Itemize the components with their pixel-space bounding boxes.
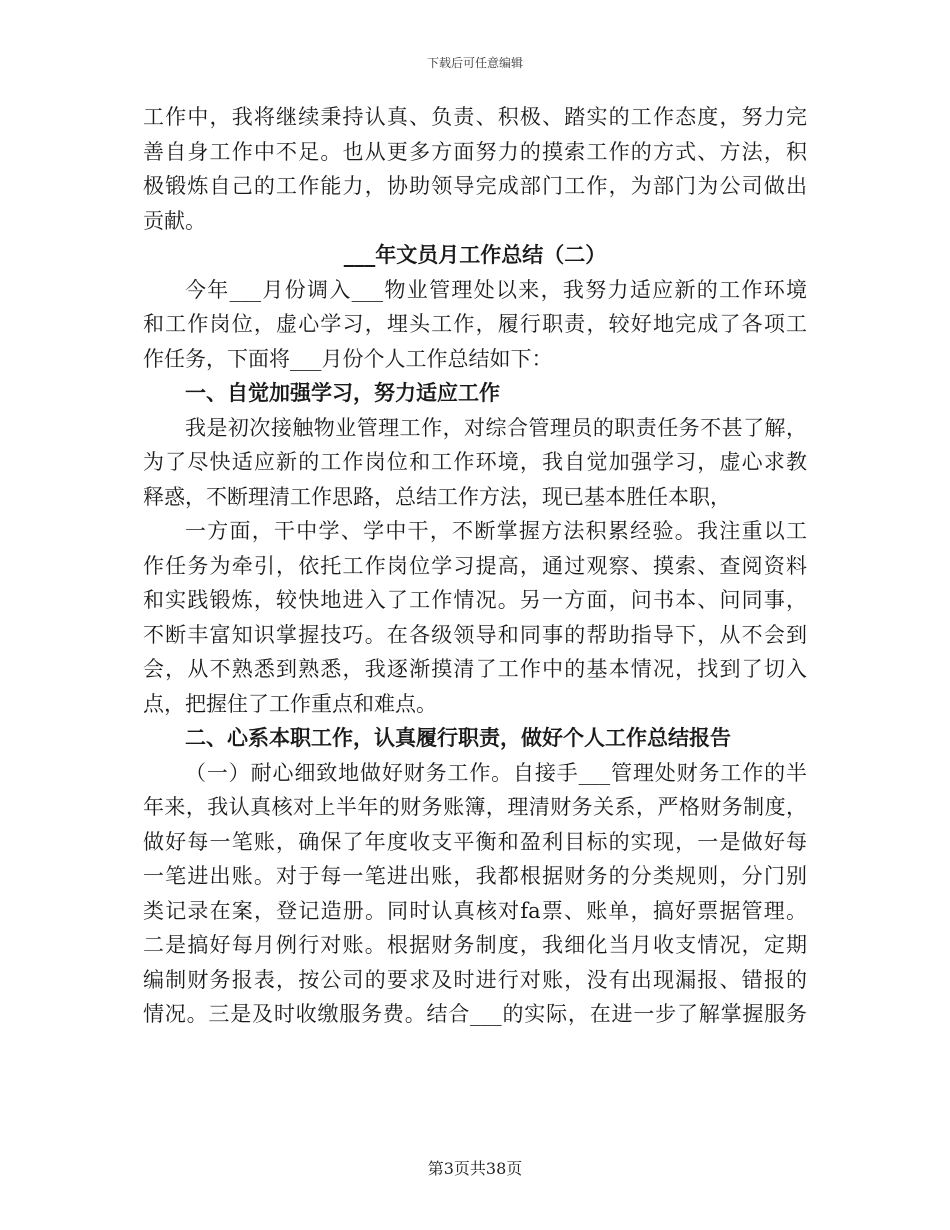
text-line: 和工作岗位，虚心学习，埋头工作，履行职责，较好地完成了各项工 [143,312,807,336]
text-line: 点，把握住了工作重点和难点。 [143,691,437,716]
text-line: 一方面，干中学、学中干，不断掌握方法积累经验。我注重以工 [185,519,807,543]
text-line: 年来，我认真核对上半年的财务账簿，理清财务关系，严格财务制度， [143,795,807,819]
text-line: 极锻炼自己的工作能力，协助领导完成部门工作，为部门为公司做出 [143,174,807,198]
text-line: 会，从不熟悉到熟悉，我逐渐摸清了工作中的基本情况，找到了切入 [143,657,807,681]
text-line: 作任务为牵引，依托工作岗位学习提高，通过观察、摸索、查阅资料 [143,553,807,578]
section-heading: 一、自觉加强学习，努力适应工作 [185,380,500,405]
page-footer: 第3页共38页 [427,1159,523,1178]
text-line: 我是初次接触物业管理工作，对综合管理员的职责任务不甚了解， [185,415,807,440]
text-line: 编制财务报表，按公司的要求及时进行对账，没有出现漏报、错报的 [143,967,807,992]
text-line: 二是搞好每月例行对账。根据财务制度，我细化当月收支情况，定期 [143,933,807,957]
text-line: 情况。三是及时收缴服务费。结合___的实际，在进一步了解掌握服务 [143,1002,807,1026]
text-line: 今年___月份调入___物业管理处以来，我努力适应新的工作环境 [185,277,807,302]
text-line: 作任务，下面将___月份个人工作总结如下： [143,346,553,371]
text-line: 善自身工作中不足。也从更多方面努力的摸索工作的方式、方法，积 [143,139,807,164]
text-line: 为了尽快适应新的工作岗位和工作环境，我自觉加强学习，虚心求教 [143,450,807,474]
header-note: 下载后可任意编辑 [426,56,523,70]
text-line: 做好每一笔账，确保了年度收支平衡和盈利目标的实现，一是做好每 [143,829,807,854]
text-line: 一笔进出账。对于每一笔进出账，我都根据财务的分类规则，分门别 [143,864,807,888]
text-line: 释惑，不断理清工作思路，总结工作方法，现已基本胜任本职， [143,484,731,509]
section-title: ___年文员月工作总结（二） [343,242,607,267]
text-line: 和实践锻炼，较快地进入了工作情况。另一方面，问书本、问同事， [143,588,807,612]
section-heading: 二、心系本职工作，认真履行职责，做好个人工作总结报告 [185,725,731,750]
text-line: 贡献。 [143,208,206,233]
text-line: 工作中，我将继续秉持认真、负责、积极、踏实的工作态度，努力完 [143,105,807,129]
text-line: （一）耐心细致地做好财务工作。自接手___管理处财务工作的半 [185,760,807,785]
text-line: 类记录在案，登记造册。同时认真核对fa票、账单，搞好票据管理。 [143,898,807,923]
text-line: 不断丰富知识掌握技巧。在各级领导和同事的帮助指导下，从不会到 [143,622,807,647]
document-body [143,100,807,1032]
